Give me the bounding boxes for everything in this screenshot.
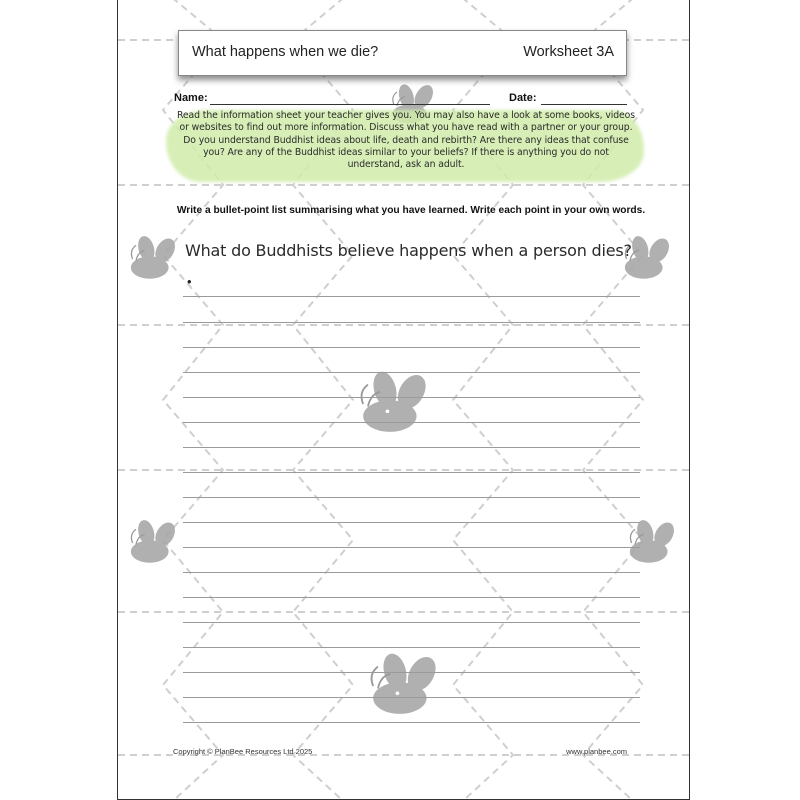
name-field[interactable] (210, 104, 490, 105)
bee-icon (351, 370, 436, 438)
writing-line (183, 622, 640, 623)
writing-line (183, 447, 640, 448)
writing-line (183, 347, 640, 348)
worksheet-number: Worksheet 3A (523, 44, 614, 60)
bee-icon (124, 518, 184, 568)
writing-line (183, 572, 640, 573)
writing-line (183, 422, 640, 423)
task-instruction: Write a bullet-point list summarising what you have learned. Write each point in your own words. (176, 205, 646, 216)
question-heading: What do Buddhists believe happens when a person dies? (185, 241, 632, 260)
writing-line (183, 372, 640, 373)
writing-line (183, 697, 640, 698)
writing-line (183, 296, 640, 297)
bee-icon (361, 652, 446, 720)
writing-line (183, 522, 640, 523)
writing-line (183, 397, 640, 398)
copyright-text: Copyright © PlanBee Resources Ltd 2025 (173, 747, 313, 756)
writing-line (183, 547, 640, 548)
worksheet-page (117, 0, 690, 800)
date-label: Date: (509, 92, 537, 104)
worksheet-title: What happens when we die? (192, 44, 379, 60)
writing-line (183, 497, 640, 498)
writing-line (183, 472, 640, 473)
bullet-point: • (187, 274, 192, 289)
name-label: Name: (174, 92, 208, 104)
title-banner (178, 30, 627, 76)
date-field[interactable] (541, 104, 627, 105)
website-link[interactable]: www.planbee.com (566, 747, 627, 756)
instructions-text: Read the information sheet your teacher gives you. You may also have a look at some books, videos or websites to find out more information. Discuss what you have read with a partner or your group. Do you understand Buddhist ideas about life, death and rebirth? Are there any ideas that confuse you? Are any of the Buddhist ideas similar to your beliefs? If there is anything you do not understand, ask an adult. (176, 110, 636, 171)
bee-icon (623, 518, 683, 568)
writing-line (183, 647, 640, 648)
writing-line (183, 322, 640, 323)
writing-line (183, 597, 640, 598)
writing-line (183, 722, 640, 723)
bee-icon (124, 234, 184, 284)
writing-line (183, 672, 640, 673)
